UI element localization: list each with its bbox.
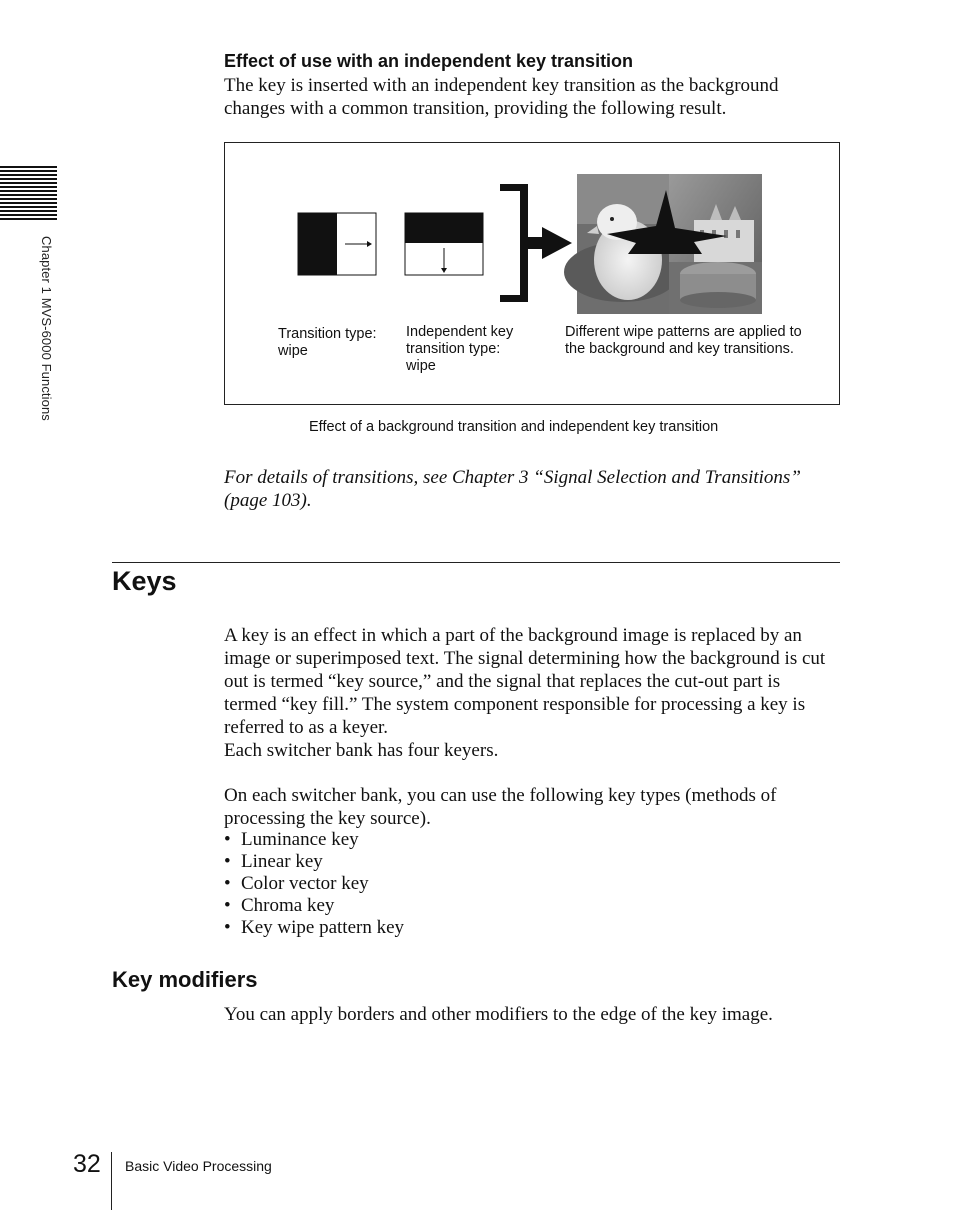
list-item: • Luminance key bbox=[224, 829, 404, 851]
chapter-tab-stripes bbox=[0, 166, 57, 220]
figure-label-transition: Transition type: wipe bbox=[278, 326, 377, 359]
footer-section: Basic Video Processing bbox=[125, 1158, 272, 1174]
page-number: 32 bbox=[73, 1150, 101, 1178]
wipe-horizontal-icon bbox=[298, 213, 376, 275]
chapter-tab-label: Chapter 1 MVS-6000 Functions bbox=[39, 236, 54, 421]
result-arrow-icon bbox=[528, 227, 572, 259]
keys-heading: Keys bbox=[112, 566, 177, 596]
chapter-reference[interactable]: For details of transitions, see Chapter 3 “Signal Selection and Transitions” (page 103). bbox=[224, 467, 801, 511]
list-item: • Linear key bbox=[224, 851, 404, 873]
wipe-vertical-icon bbox=[405, 213, 483, 275]
key-modifiers-heading: Key modifiers bbox=[112, 967, 258, 992]
keys-intro: A key is an effect in which a part of the background image is replaced by an image or superimposed text. The signal determining how the background is cut out is termed “key source,” and the signal that replaces the cut-out part is termed “key fill.” The system component responsible for processing a key is referred to as a keyer. Each switcher bank has four keyers. bbox=[224, 625, 826, 761]
figure-caption: Effect of a background transition and independent key transition bbox=[309, 419, 719, 435]
figure-label-result: Different wipe patterns are applied to the background and key transitions. bbox=[565, 324, 802, 357]
footer-divider bbox=[111, 1152, 112, 1210]
effect-heading: Effect of use with an independent key transition bbox=[224, 51, 634, 71]
key-types-intro: On each switcher bank, you can use the following key types (methods of processing the key source). bbox=[224, 785, 777, 829]
key-types-list bbox=[224, 829, 404, 939]
key-modifiers-text: You can apply borders and other modifiers to the edge of the key image. bbox=[224, 1004, 773, 1025]
list-item: • Chroma key bbox=[224, 895, 404, 917]
transition-diagram bbox=[224, 142, 840, 405]
result-image bbox=[564, 174, 762, 314]
effect-paragraph: The key is inserted with an independent key transition as the background changes with a common transition, providing the following result. bbox=[224, 75, 779, 119]
list-item: • Color vector key bbox=[224, 873, 404, 895]
section-rule bbox=[112, 562, 840, 563]
figure-label-independent-key: Independent key transition type: wipe bbox=[406, 324, 514, 374]
bracket-icon bbox=[500, 184, 528, 302]
list-item: • Key wipe pattern key bbox=[224, 917, 404, 939]
